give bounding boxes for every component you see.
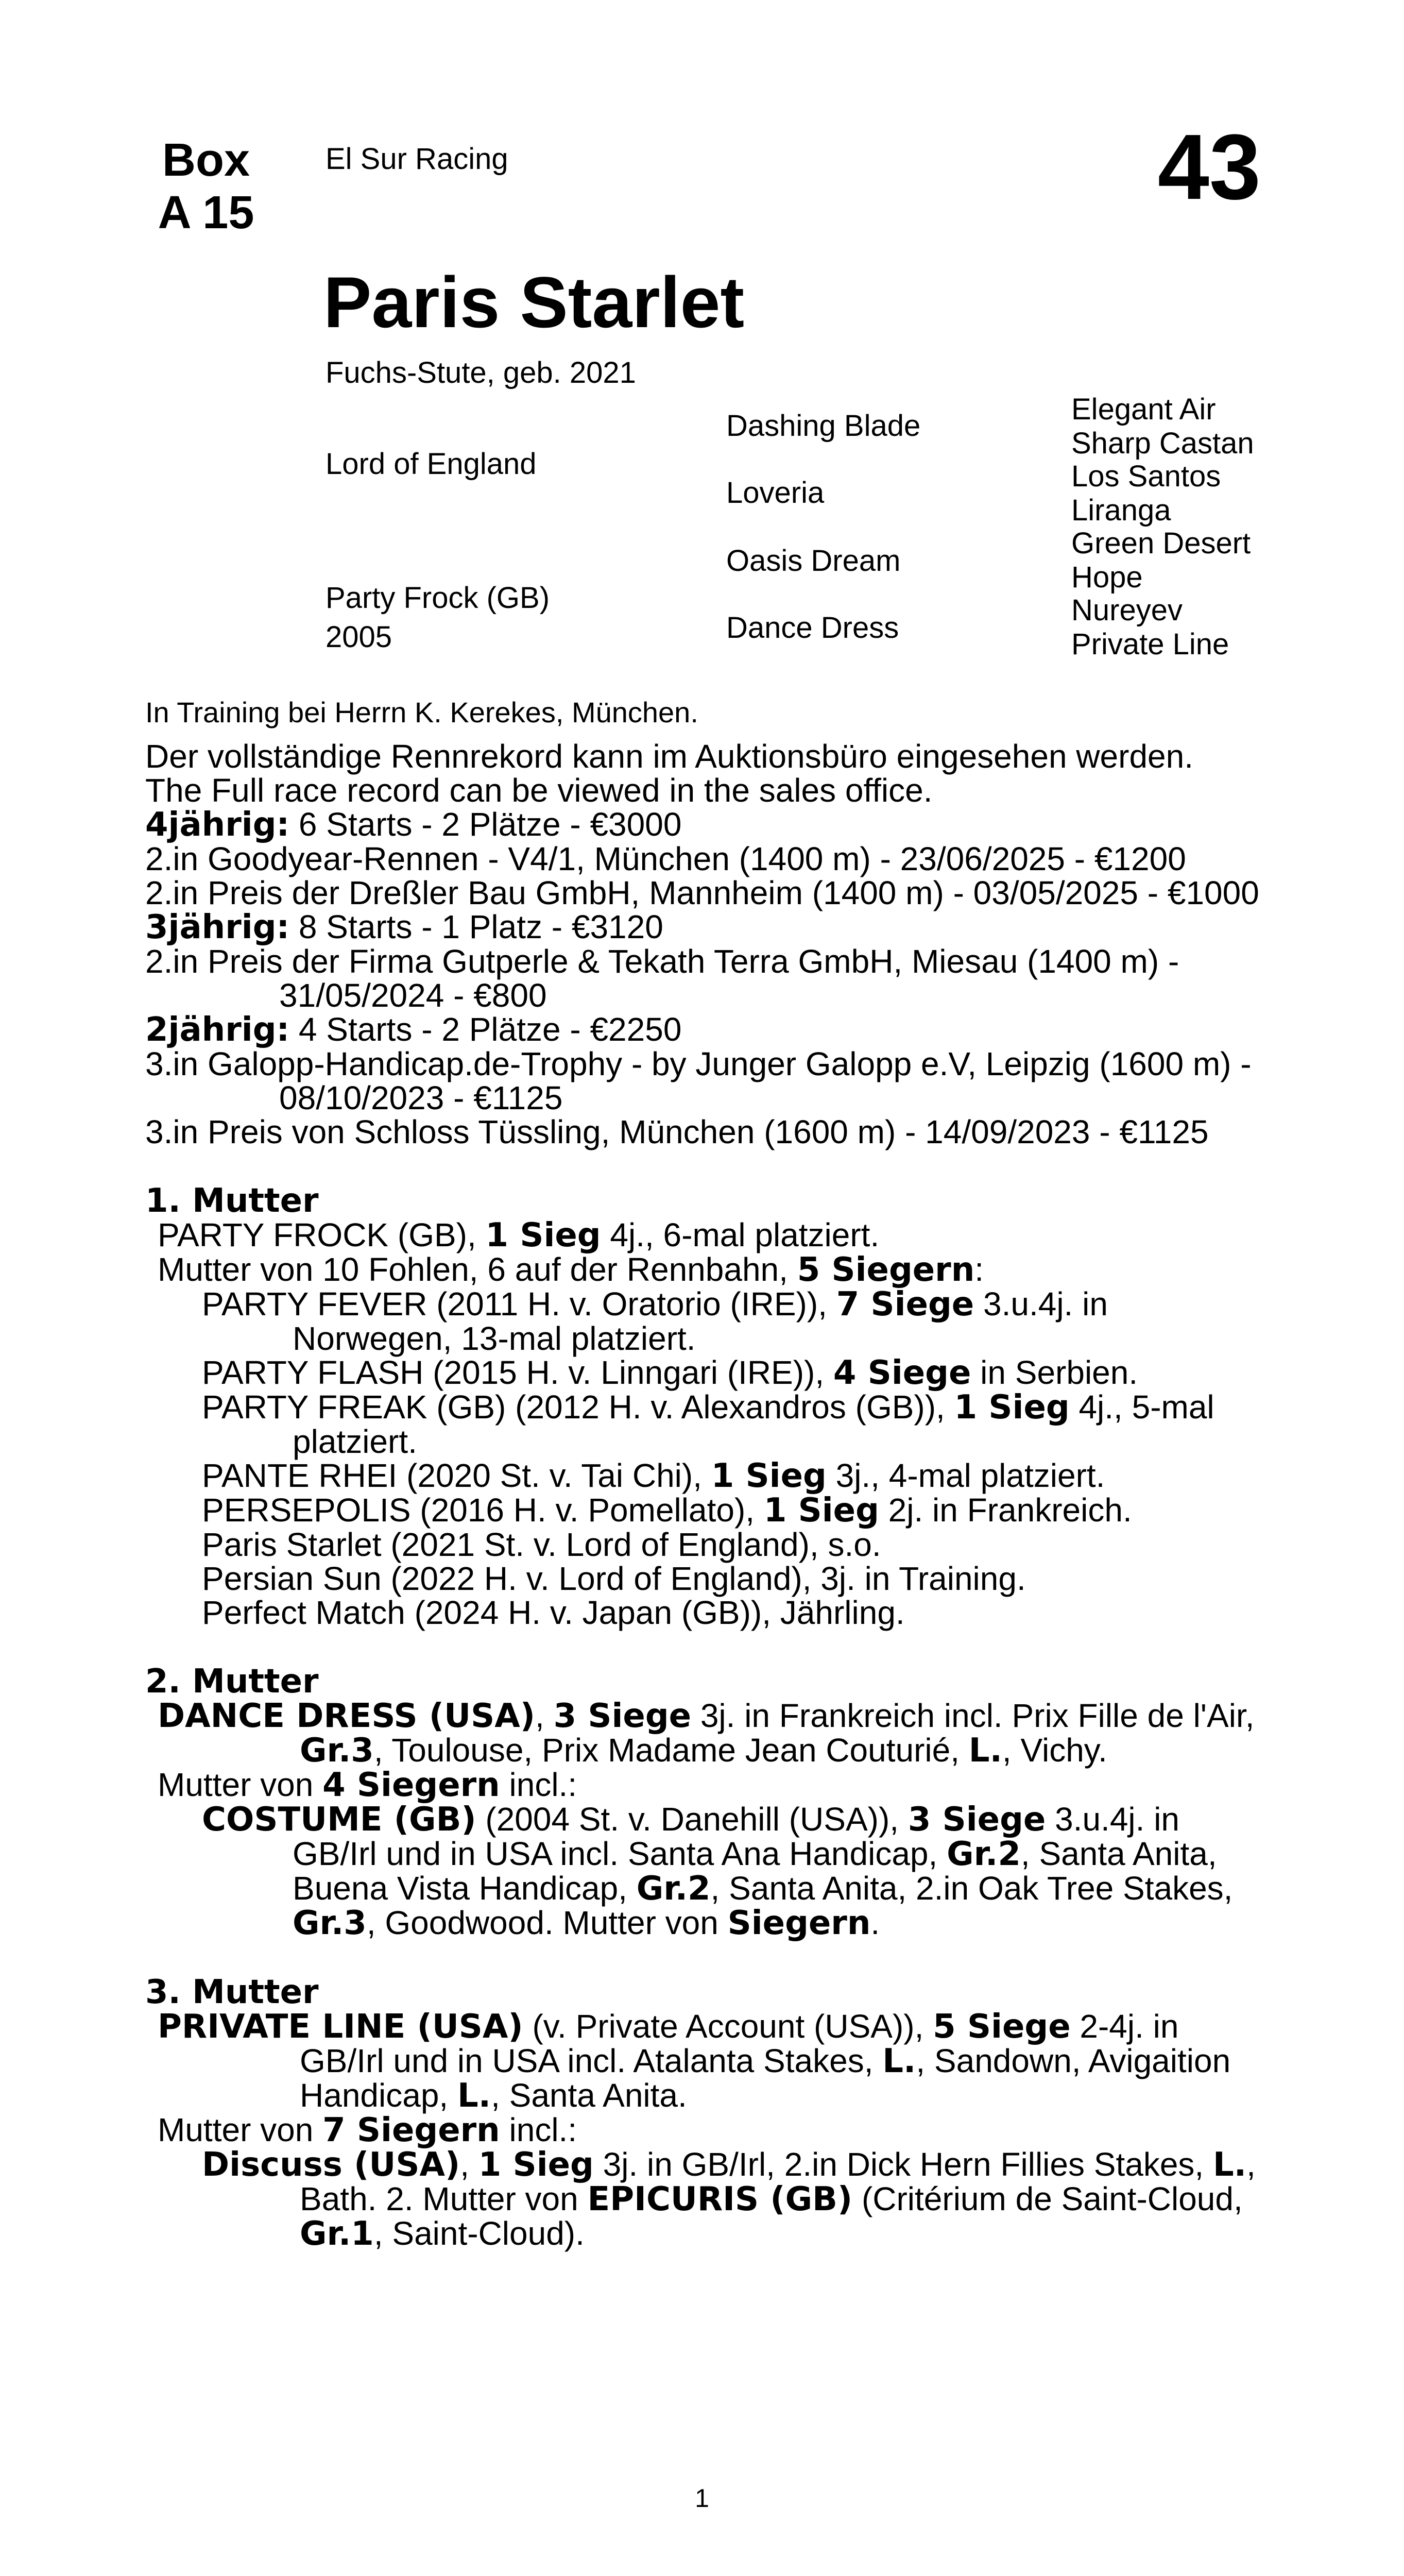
pedigree-g3: Nureyev [1071, 594, 1183, 627]
produce-entry: Persian Sun (2022 H. v. Lord of England), 3j. in Training. [202, 1560, 1026, 1597]
second-dam-produce-summary: Mutter von 4 Siegern incl.: [158, 1766, 577, 1804]
pedigree-g3: Elegant Air [1071, 393, 1216, 426]
pedigree-dam-year: 2005 [326, 620, 392, 654]
race-result: 2.in Preis der Dreßler Bau GmbH, Mannheim (1400 m) - 03/05/2025 - €1000 [145, 874, 1259, 911]
pedigree-dam-sire: Oasis Dream [726, 544, 901, 578]
produce-entry: COSTUME (GB) (2004 St. v. Danehill (USA)), 3 Siege 3.u.4j. in GB/Irl und in USA incl. Santa Ana Handicap, Gr.2, Santa Anita, Buena Vista Handicap, Gr.2, Santa Anita, 2.in Oak Tree Stakes, Gr.3, Goodwood. Mutter von Siegern. [202, 1801, 1233, 1942]
pedigree-g3: Sharp Castan [1071, 427, 1254, 460]
record-note-de: Der vollständige Rennrekord kann im Auktionsbüro eingesehen werden. [145, 738, 1193, 775]
race-result: 2.in Preis der Firma Gutperle & Tekath Terra GmbH, Miesau (1400 m) - 31/05/2024 - €800 [145, 943, 1179, 1014]
second-dam-line: DANCE DRESS (USA), 3 Siege 3j. in Frankreich incl. Prix Fille de l'Air, Gr.3, Toulouse, Prix Madame Jean Couturié, L., Vichy. [158, 1697, 1255, 1770]
pedigree-g3: Green Desert [1071, 527, 1251, 560]
pedigree-sire-sire: Dashing Blade [726, 409, 921, 443]
box-label [155, 134, 258, 239]
lot-number: 43 [1157, 115, 1261, 219]
horse-name: Paris Starlet [323, 262, 745, 343]
pedigree-g3: Liranga [1071, 494, 1171, 527]
horse-description: Fuchs-Stute, geb. 2021 [326, 356, 636, 389]
pedigree-dam: Party Frock (GB) [326, 581, 550, 615]
first-dam-line: PARTY FROCK (GB), 1 Sieg 4j., 6-mal platziert. [158, 1216, 880, 1255]
third-dam-line: PRIVATE LINE (USA) (v. Private Account (USA)), 5 Siege 2-4j. in GB/Irl und in USA incl. Atalanta Stakes, L., Sandown, Avigaition Handicap, L., Santa Anita. [158, 2008, 1231, 2115]
box-number: A 15 [158, 187, 254, 239]
pedigree-g3: Los Santos [1071, 460, 1221, 493]
race-result: 3.in Preis von Schloss Tüssling, München (1600 m) - 14/09/2023 - €1125 [145, 1113, 1209, 1150]
first-dam-produce-summary: Mutter von 10 Fohlen, 6 auf der Rennbahn, 5 Siegern: [158, 1251, 984, 1289]
pedigree-sire-dam: Loveria [726, 476, 825, 510]
catalogue-content [145, 739, 1268, 2251]
produce-entry: PANTE RHEI (2020 St. v. Tai Chi), 1 Sieg 3j., 4-mal platziert. [202, 1457, 1105, 1495]
pedigree-sire: Lord of England [326, 447, 537, 481]
record-note-en: The Full race record can be viewed in the sales office. [145, 772, 933, 809]
pedigree-g3: Private Line [1071, 628, 1229, 661]
produce-entry: PARTY FEVER (2011 H. v. Oratorio (IRE)), 7 Siege 3.u.4j. in Norwegen, 13-mal platziert. [202, 1285, 1108, 1357]
record-3yo-summary: 3jährig: 8 Starts - 1 Platz - €3120 [145, 908, 663, 946]
race-result: 2.in Goodyear-Rennen - V4/1, München (1400 m) - 23/06/2025 - €1200 [145, 840, 1186, 877]
produce-entry: Discuss (USA), 1 Sieg 3j. in GB/Irl, 2.in Dick Hern Fillies Stakes, L., Bath. 2. Mutter von EPICURIS (GB) (Critérium de Saint-Cloud, Gr.1, Saint-Cloud). [202, 2146, 1256, 2253]
race-result: 3.in Galopp-Handicap.de-Trophy - by Junger Galopp e.V, Leipzig (1600 m) - 08/10/2023 - €1125 [145, 1045, 1252, 1116]
record-4yo-summary: 4jährig: 6 Starts - 2 Plätze - €3000 [145, 806, 682, 844]
second-dam-heading: 2. Mutter [145, 1663, 319, 1701]
first-dam-heading: 1. Mutter [145, 1182, 319, 1220]
page-number: 1 [695, 2484, 709, 2513]
produce-entry: PARTY FREAK (GB) (2012 H. v. Alexandros (GB)), 1 Sieg 4j., 5-mal platziert. [202, 1388, 1214, 1460]
produce-entry: PARTY FLASH (2015 H. v. Linngari (IRE)), 4 Siege in Serbien. [202, 1354, 1138, 1392]
pedigree-dam-dam: Dance Dress [726, 611, 899, 645]
third-dam-produce-summary: Mutter von 7 Siegern incl.: [158, 2111, 577, 2149]
produce-entry: Perfect Match (2024 H. v. Japan (GB)), Jährling. [202, 1594, 905, 1631]
third-dam-heading: 3. Mutter [145, 1973, 319, 2011]
record-2yo-summary: 2jährig: 4 Starts - 2 Plätze - €2250 [145, 1011, 682, 1049]
box-title: Box [162, 134, 250, 186]
pedigree-g3: Hope [1071, 561, 1143, 594]
consignor: El Sur Racing [326, 142, 508, 176]
trainer-info: In Training bei Herrn K. Kerekes, München. [145, 696, 698, 728]
produce-entry: Paris Starlet (2021 St. v. Lord of England), s.o. [202, 1526, 881, 1563]
produce-entry: PERSEPOLIS (2016 H. v. Pomellato), 1 Sieg 2j. in Frankreich. [202, 1492, 1132, 1530]
